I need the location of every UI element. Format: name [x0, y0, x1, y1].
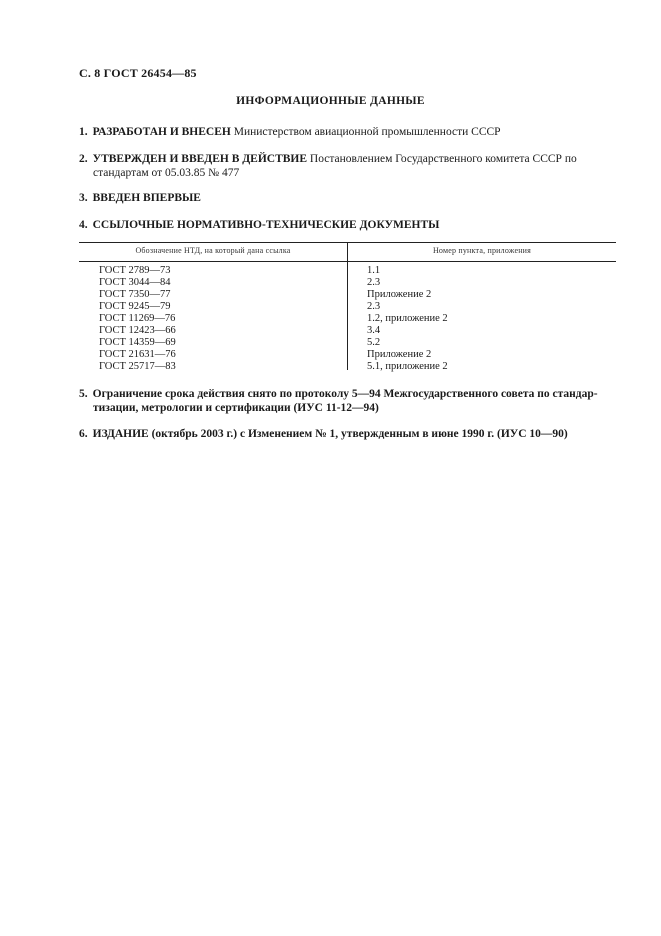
table-column-documents	[99, 265, 176, 373]
section-number: 3.	[79, 192, 88, 204]
table-cell-document: ГОСТ 11269—76	[99, 313, 176, 324]
table-cell-clause: 5.2	[367, 337, 381, 348]
table-cell-clause: 2.3	[367, 277, 381, 288]
table-cell-document: ГОСТ 12423—66	[99, 325, 176, 336]
section-developed-by	[79, 125, 619, 139]
section-lead: ССЫЛОЧНЫЕ НОРМАТИВНО-ТЕХНИЧЕСКИЕ ДОКУМЕНТЫ	[92, 219, 440, 231]
section-approved	[79, 152, 619, 180]
section-number: 5.	[79, 388, 88, 400]
table-cell-clause: Приложение 2	[367, 289, 432, 300]
section-number: 4.	[79, 219, 88, 231]
reference-table	[79, 242, 616, 370]
table-cell-document: ГОСТ 9245—79	[99, 301, 171, 312]
page-header: С. 8 ГОСТ 26454—85	[79, 66, 197, 80]
section-number: 2.	[79, 153, 88, 165]
section-edition	[79, 427, 619, 441]
table-cell-clause: 1.1	[367, 265, 381, 276]
table-cell-clause: 5.1, приложение 2	[367, 361, 448, 372]
section-text: Министерством авиационной промышленности СССР	[233, 126, 501, 138]
table-header-clause: Номер пункта, приложения	[432, 246, 532, 255]
table-cell-clause: 2.3	[367, 301, 381, 312]
section-lead: УТВЕРЖДЕН И ВВЕДЕН В ДЕЙСТВИЕ	[92, 153, 308, 165]
section-text: Постановлением Государственного комитета СССР по	[309, 153, 577, 165]
table-cell-document: ГОСТ 21631—76	[99, 349, 176, 360]
table-column-divider	[347, 242, 348, 370]
table-cell-document: ГОСТ 14359—69	[99, 337, 176, 348]
table-cell-document: ГОСТ 7350—77	[99, 289, 171, 300]
section-text-continued: тизации, метрологии и сертификации (ИУС 11-12—94)	[93, 402, 379, 414]
section-introduced	[79, 191, 619, 205]
table-cell-clause: Приложение 2	[367, 349, 432, 360]
section-text-continued: стандартам от 05.03.85 № 477	[93, 167, 240, 179]
section-lead: РАЗРАБОТАН И ВНЕСЕН	[92, 126, 231, 138]
section-number: 6.	[79, 428, 88, 440]
document-title: ИНФОРМАЦИОННЫЕ ДАННЫЕ	[236, 95, 425, 107]
section-reference-documents	[79, 218, 619, 232]
table-cell-clause: 3.4	[367, 325, 381, 336]
section-lead: ВВЕДЕН ВПЕРВЫЕ	[92, 192, 201, 204]
table-column-clauses	[367, 265, 448, 373]
table-cell-document: ГОСТ 25717—83	[99, 361, 176, 372]
section-validity-limit	[79, 387, 619, 415]
table-cell-clause: 1.2, приложение 2	[367, 313, 448, 324]
table-header-document: Обозначение НТД, на который дана ссылка	[135, 246, 291, 255]
section-text: Ограничение срока действия снято по протоколу 5—94 Межгосударственного совета по стандар-	[92, 388, 598, 400]
section-number: 1.	[79, 126, 88, 138]
table-cell-document: ГОСТ 3044—84	[99, 277, 171, 288]
section-text: ИЗДАНИЕ (октябрь 2003 г.) с Изменением № 1, утвержденным в июне 1990 г. (ИУС 10—90)	[92, 428, 568, 440]
table-cell-document: ГОСТ 2789—73	[99, 265, 171, 276]
